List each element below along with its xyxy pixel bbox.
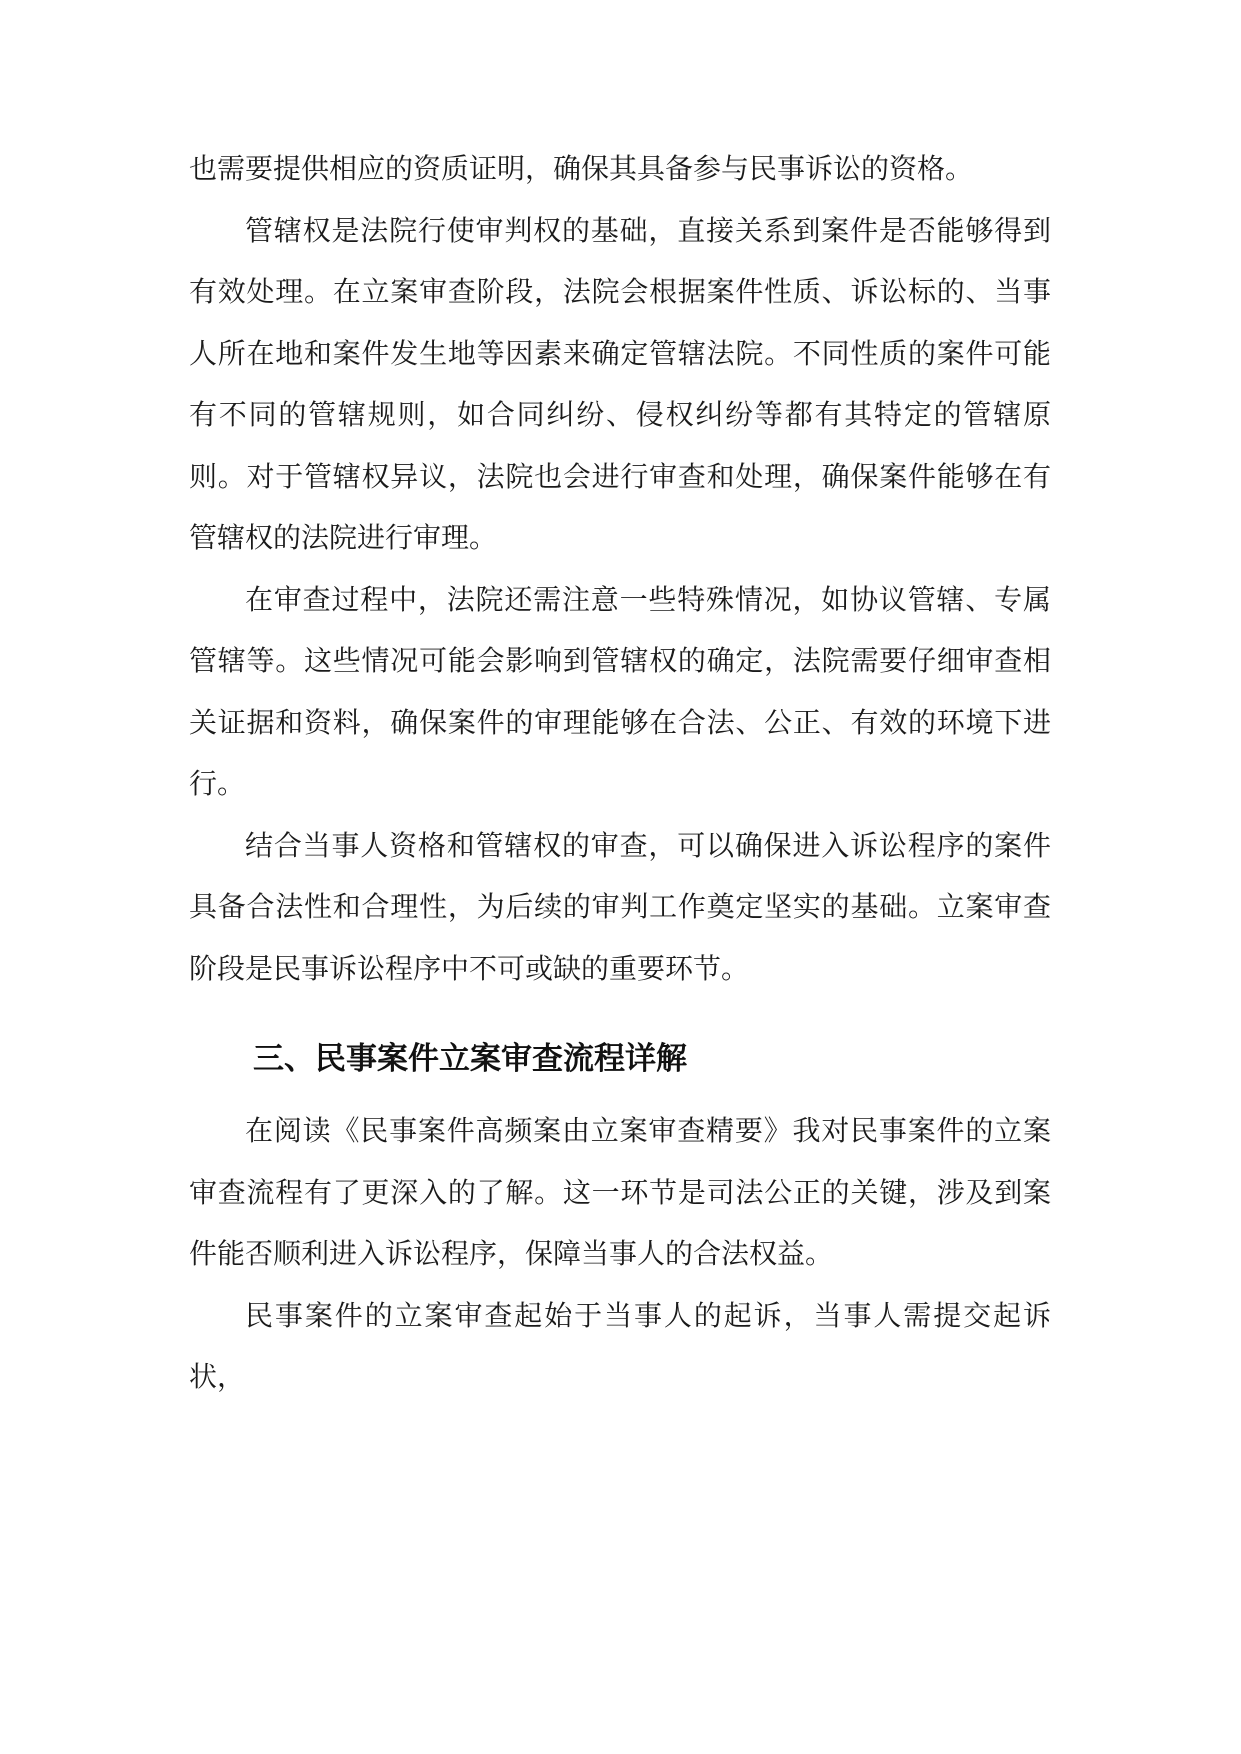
spacer <box>189 999 1051 1039</box>
paragraph-reading-notes: 在阅读《民事案件高频案由立案审查精要》我对民事案件的立案审查流程有了更深入的了解。这一环节是司法公正的关键，涉及到案件能否顺利进入诉讼程序，保障当事人的合法权益。 <box>189 1114 1051 1270</box>
paragraph-qualification-proof: 也需要提供相应的资质证明，确保其具备参与民事诉讼的资格。 <box>189 152 974 185</box>
document-body <box>189 138 1051 1408</box>
paragraph-filing-start: 民事案件的立案审查起始于当事人的起诉，当事人需提交起诉状， <box>189 1298 1051 1393</box>
paragraph-special-cases: 在审查过程中，法院还需注意一些特殊情况，如协议管辖、专属管辖等。这些情况可能会影响到管辖权的确定，法院需要仔细审查相关证据和资料，确保案件的审理能够在合法、公正、有效的环境下进行。 <box>189 582 1051 800</box>
paragraph-combined-review: 结合当事人资格和管辖权的审查，可以确保进入诉讼程序的案件具备合法性和合理性，为后续的审判工作奠定坚实的基础。立案审查阶段是民事诉讼程序中不可或缺的重要环节。 <box>189 828 1051 985</box>
section-heading: 三、民事案件立案审查流程详解 <box>253 1041 687 1077</box>
paragraph-jurisdiction: 管辖权是法院行使审判权的基础，直接关系到案件是否能够得到有效处理。在立案审查阶段，法院会根据案件性质、诉讼标的、当事人所在地和案件发生地等因素来确定管辖法院。不同性质的案件可能有不同的管辖规则，如合同纠纷、侵权纠纷等都有其特定的管辖原则。对于管辖权异议，法院也会进行审查和处理，确保案件能够在有管辖权的法院进行审理。 <box>189 213 1051 554</box>
spacer <box>189 1079 1051 1100</box>
